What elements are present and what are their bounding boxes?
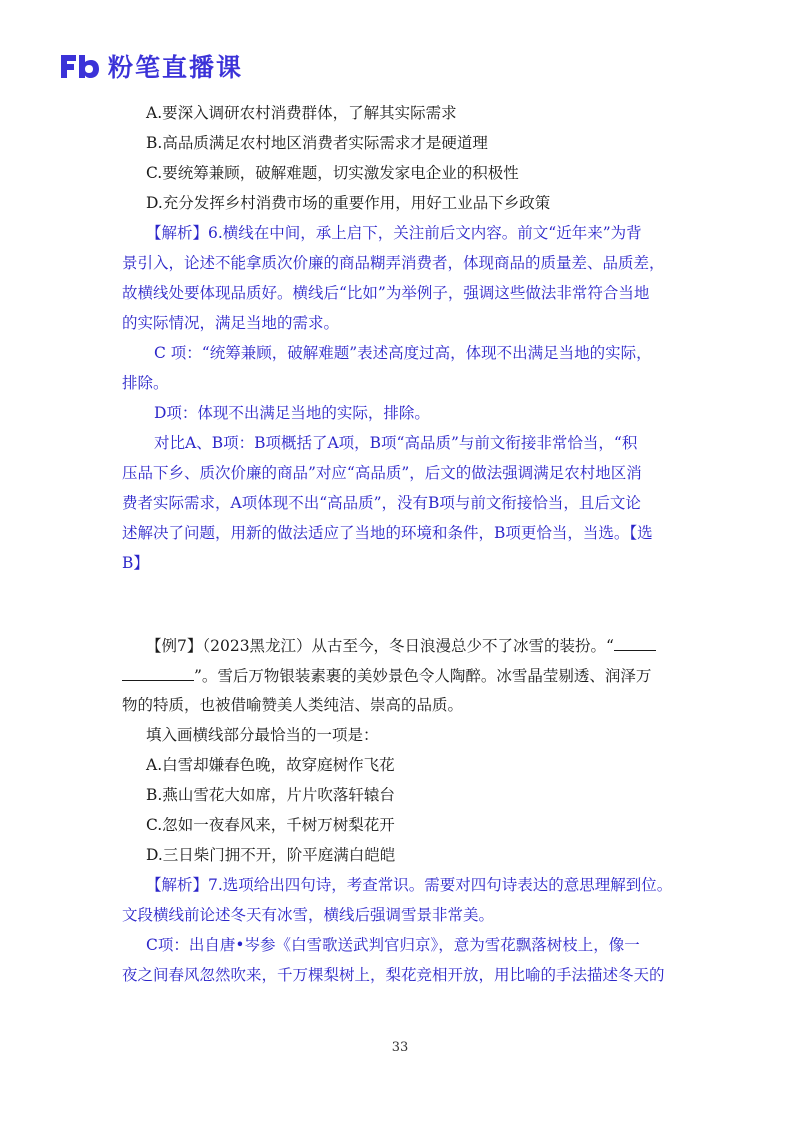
analysis-q6-line: 【解析】6.横线在中间，承上启下，关注前后文内容。前文“近年来”为背 xyxy=(146,224,642,242)
analysis-q6-line: 排除。 xyxy=(122,374,169,392)
page-content xyxy=(122,98,682,990)
option-q6-b: B.高品质满足农村地区消费者实际需求才是硬道理 xyxy=(146,134,488,152)
analysis-q6-line: D项：体现不出满足当地的实际，排除。 xyxy=(154,404,430,422)
option-q6-a: A.要深入调研农村消费群体，了解其实际需求 xyxy=(146,104,457,122)
option-q7-a: A.白雪却嫌春色晚，故穿庭树作飞花 xyxy=(146,756,395,774)
page-number: 33 xyxy=(391,1040,409,1055)
analysis-q7-line: 文段横线前论述冬天有冰雪，横线后强调雪景非常美。 xyxy=(122,906,495,924)
analysis-q6-line: 景引入，论述不能拿质次价廉的商品糊弄消费者，体现商品的质量差、品质差， xyxy=(122,254,665,272)
question-q7-line: 物的特质，也被借喻赞美人类纯洁、崇高的品质。 xyxy=(122,696,464,714)
analysis-q6-line: 故横线处要体现品质好。横线后“比如”为举例子，强调这些做法非常符合当地 xyxy=(122,284,650,302)
question-q7-line xyxy=(122,660,682,690)
analysis-q6-line: 费者实际需求，A项体现不出“高品质”，没有B项与前文衔接恰当，且后文论 xyxy=(122,494,641,512)
question-q7-line xyxy=(122,630,682,660)
option-q7-c: C.忽如一夜春风来，千树万树梨花开 xyxy=(146,816,395,834)
answer-blank xyxy=(122,660,194,681)
fb-logo-icon xyxy=(58,51,100,81)
analysis-q7-line: 【解析】7.选项给出四句诗，考查常识。需要对四句诗表达的意思理解到位。 xyxy=(146,876,673,894)
option-q6-c: C.要统筹兼顾，破解难题，切实激发家电企业的积极性 xyxy=(146,164,519,182)
question-q7-stem: 【例7】（2023黑龙江）从古至今，冬日浪漫总少不了冰雪的装扮。“ xyxy=(146,637,614,655)
analysis-q6-line: C 项：“统筹兼顾，破解难题”表述高度过高，体现不出满足当地的实际， xyxy=(154,344,652,362)
section-gap xyxy=(122,578,682,630)
question-q7-prompt: 填入画横线部分最恰当的一项是： xyxy=(146,726,379,744)
analysis-q7-line: C项：出自唐•岑参《白雪歌送武判官归京》，意为雪花飘落树枝上，像一 xyxy=(146,936,640,954)
analysis-q6-line: 的实际情况，满足当地的需求。 xyxy=(122,314,340,332)
analysis-q6-line: 对比A、B项：B项概括了A项，B项“高品质”与前文衔接非常恰当，“积 xyxy=(154,434,638,452)
analysis-q6-line: 述解决了问题，用新的做法适应了当地的环境和条件，B项更恰当，当选。【选 xyxy=(122,524,653,542)
answer-blank xyxy=(614,630,656,651)
option-q7-b: B.燕山雪花大如席，片片吹落轩辕台 xyxy=(146,786,395,804)
brand-logo xyxy=(58,48,243,84)
brand-name: 粉笔直播课 xyxy=(108,53,244,82)
option-q7-d: D.三日柴门拥不开，阶平庭满白皑皑 xyxy=(146,846,396,864)
analysis-q7-line: 夜之间春风忽然吹来，千万棵梨树上，梨花竞相开放，用比喻的手法描述冬天的 xyxy=(122,966,665,984)
analysis-q6-line: B】 xyxy=(122,554,149,572)
option-q6-d: D.充分发挥乡村消费市场的重要作用，用好工业品下乡政策 xyxy=(146,194,551,212)
analysis-q6-line: 压品下乡、质次价廉的商品”对应“高品质”，后文的做法强调满足农村地区消 xyxy=(122,464,642,482)
question-q7-stem: ”。雪后万物银装素裹的美妙景色令人陶醉。冰雪晶莹剔透、润泽万 xyxy=(194,667,652,685)
